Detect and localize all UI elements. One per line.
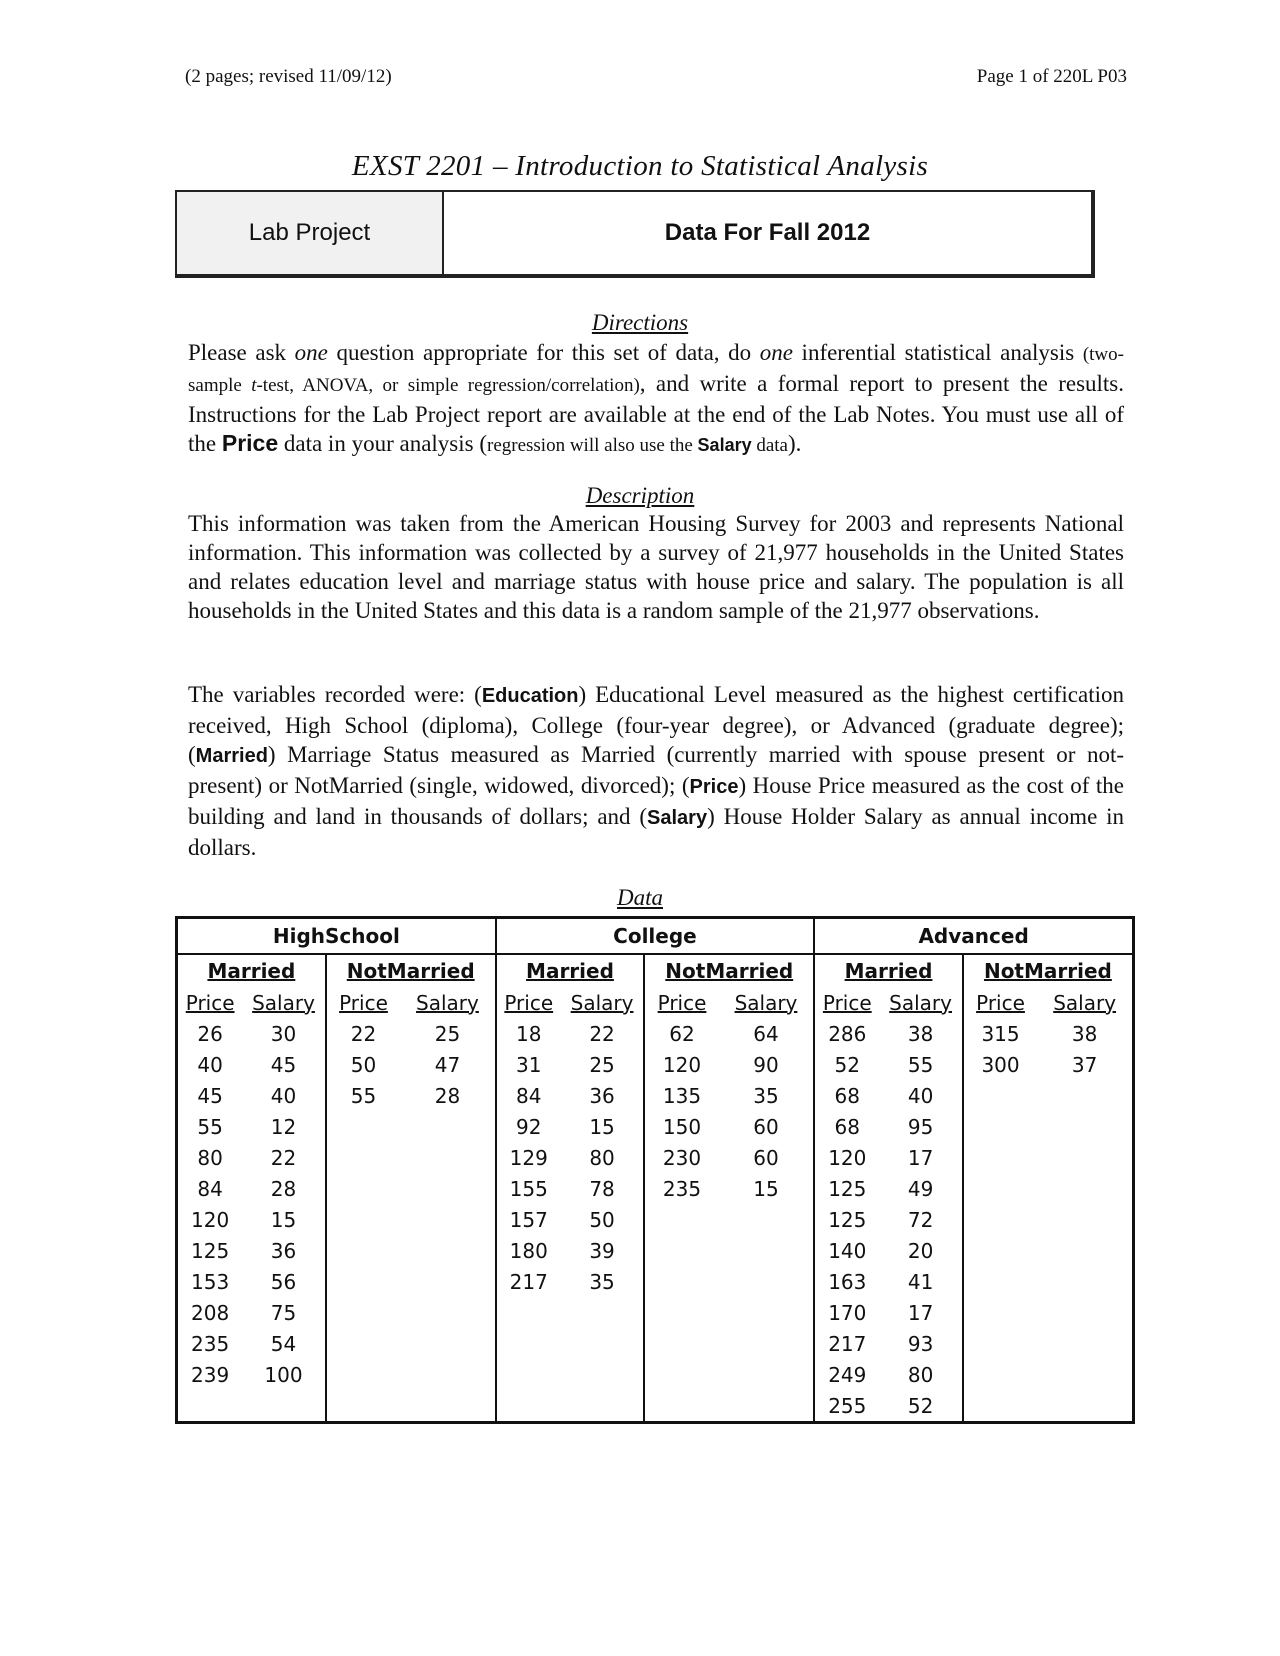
table-cell: 150 xyxy=(644,1111,718,1142)
table-row xyxy=(177,1359,1134,1390)
table-cell xyxy=(326,1266,400,1297)
table-cell: 50 xyxy=(589,1207,615,1232)
group-highschool: HighSchool xyxy=(177,918,496,955)
table-cell: 120 xyxy=(191,1207,230,1232)
table-cell: 140 xyxy=(814,1235,879,1266)
table-cell xyxy=(496,1328,561,1359)
column-header-price: Price xyxy=(496,987,561,1018)
table-cell: 28 xyxy=(434,1083,461,1108)
table-cell: 22 xyxy=(326,1018,400,1049)
table-cell: 155 xyxy=(496,1173,561,1204)
table-cell: 35 xyxy=(589,1269,615,1294)
table-cell xyxy=(400,1173,495,1204)
table-cell: 235 xyxy=(644,1173,718,1204)
table-cell xyxy=(719,1266,814,1297)
table-row xyxy=(177,1297,1134,1328)
table-cell xyxy=(644,1235,718,1266)
table-cell: 93 xyxy=(907,1331,934,1356)
table-cell: 286 xyxy=(814,1018,879,1049)
table-cell: 92 xyxy=(496,1111,561,1142)
table-cell: 315 xyxy=(963,1018,1037,1049)
table-row xyxy=(177,1142,1134,1173)
table-cell xyxy=(963,1359,1037,1390)
table-cell: 15 xyxy=(589,1114,615,1139)
column-header-salary: Salary xyxy=(734,990,798,1015)
table-cell: 120 xyxy=(644,1049,718,1080)
table-cell: 47 xyxy=(434,1052,461,1077)
column-header-price: Price xyxy=(185,990,235,1015)
header-revision: (2 pages; revised 11/09/12) xyxy=(185,66,392,87)
table-cell: 217 xyxy=(496,1266,561,1297)
table-cell xyxy=(963,1111,1037,1142)
table-cell xyxy=(561,1359,644,1390)
table-cell xyxy=(644,1359,718,1390)
table-cell xyxy=(400,1297,495,1328)
table-cell: 68 xyxy=(814,1111,879,1142)
data-table xyxy=(175,916,1135,1424)
table-cell: 78 xyxy=(589,1176,615,1201)
column-header-price: Price xyxy=(814,987,879,1018)
table-cell: 55 xyxy=(197,1114,223,1139)
table-cell xyxy=(326,1328,400,1359)
table-cell: 125 xyxy=(814,1204,879,1235)
table-cell: 56 xyxy=(270,1269,297,1294)
table-cell xyxy=(326,1359,400,1390)
table-cell: 52 xyxy=(907,1393,934,1418)
column-header-salary: Salary xyxy=(1053,990,1117,1015)
table-row xyxy=(177,1266,1134,1297)
table-cell xyxy=(644,1204,718,1235)
column-header-price: Price xyxy=(326,987,400,1018)
table-cell: 90 xyxy=(753,1052,779,1077)
table-cell: 80 xyxy=(589,1145,615,1170)
table-cell: 54 xyxy=(270,1331,297,1356)
table-cell xyxy=(326,1235,400,1266)
table-cell: 255 xyxy=(814,1390,879,1423)
table-row xyxy=(177,1018,1134,1049)
table-cell xyxy=(326,1111,400,1142)
table-row xyxy=(177,1080,1134,1111)
table-cell xyxy=(1037,1328,1133,1359)
table-cell xyxy=(400,1204,495,1235)
table-cell: 38 xyxy=(907,1021,934,1046)
group-advanced: Advanced xyxy=(814,918,1133,955)
table-cell xyxy=(561,1390,644,1423)
table-cell: 36 xyxy=(270,1238,297,1263)
table-cell: 38 xyxy=(1071,1021,1098,1046)
description-heading: Description xyxy=(585,483,695,508)
table-cell: 64 xyxy=(753,1021,779,1046)
subgroup-header: Married xyxy=(207,959,296,983)
table-cell xyxy=(400,1266,495,1297)
table-row xyxy=(177,1049,1134,1080)
table-cell xyxy=(326,1297,400,1328)
table-cell: 129 xyxy=(496,1142,561,1173)
table-cell xyxy=(644,1266,718,1297)
column-header-row xyxy=(177,987,1134,1018)
table-cell xyxy=(719,1297,814,1328)
header-page-number: Page 1 of 220L P03 xyxy=(976,66,1127,87)
table-cell: 50 xyxy=(326,1049,400,1080)
table-cell xyxy=(963,1173,1037,1204)
table-cell: 62 xyxy=(644,1018,718,1049)
banner-lab-project: Lab Project xyxy=(177,192,444,274)
table-cell: 22 xyxy=(270,1145,297,1170)
table-cell: 30 xyxy=(270,1021,297,1046)
table-cell xyxy=(963,1204,1037,1235)
table-cell xyxy=(963,1328,1037,1359)
table-cell: 55 xyxy=(907,1052,934,1077)
table-cell xyxy=(400,1111,495,1142)
subgroup-header: NotMarried xyxy=(644,954,814,987)
variables-paragraph: The variables recorded were: (Education) Educational Level measured as the highest certification received, High School (diploma), College (four-year degree), or Advanced (graduate degree); (Married) Marriage Status measured as Married (currently married with spouse present or not-present) or NotMarried (single, widowed, divorced); (Price) House Price measured as the cost of the building and land in thousands of dollars; and (Salary) House Holder Salary as annual income in dollars. xyxy=(188,682,1125,860)
table-cell xyxy=(1037,1173,1133,1204)
table-cell xyxy=(326,1173,400,1204)
table-cell xyxy=(400,1359,495,1390)
table-cell: 217 xyxy=(814,1328,879,1359)
table-cell xyxy=(496,1359,561,1390)
table-cell: 153 xyxy=(191,1269,230,1294)
description-paragraph: This information was taken from the American Housing Survey for 2003 and represents National information. This information was collected by a survey of 21,977 households in the United States and relates education level and marriage status with house price and salary. The population is all households in the United States and this data is a random sample of the 21,977 observations. xyxy=(188,511,1124,623)
table-cell: 120 xyxy=(814,1142,879,1173)
table-cell: 163 xyxy=(814,1266,879,1297)
table-cell: 84 xyxy=(197,1176,223,1201)
table-cell xyxy=(326,1204,400,1235)
table-cell: 235 xyxy=(191,1331,230,1356)
table-cell: 35 xyxy=(753,1083,779,1108)
table-cell xyxy=(1037,1235,1133,1266)
table-cell xyxy=(496,1297,561,1328)
table-cell: 208 xyxy=(191,1300,230,1325)
table-cell: 135 xyxy=(644,1080,718,1111)
table-cell xyxy=(326,1390,400,1423)
table-cell: 15 xyxy=(753,1176,779,1201)
table-cell xyxy=(963,1266,1037,1297)
table-cell xyxy=(719,1359,814,1390)
table-cell: 49 xyxy=(907,1176,934,1201)
table-cell: 125 xyxy=(814,1173,879,1204)
table-cell: 100 xyxy=(264,1362,303,1387)
table-cell: 28 xyxy=(270,1176,297,1201)
table-cell: 45 xyxy=(270,1052,297,1077)
table-cell: 125 xyxy=(191,1238,230,1263)
table-cell: 170 xyxy=(814,1297,879,1328)
table-row xyxy=(177,1173,1134,1204)
page-title: EXST 2201 – Introduction to Statistical Analysis xyxy=(351,150,929,182)
title-banner xyxy=(175,190,1095,278)
table-cell: 17 xyxy=(907,1300,934,1325)
table-cell xyxy=(963,1297,1037,1328)
table-cell: 22 xyxy=(589,1021,615,1046)
column-header-salary: Salary xyxy=(416,990,479,1015)
table-row xyxy=(177,1204,1134,1235)
table-cell: 20 xyxy=(907,1238,934,1263)
subgroup-header: Married xyxy=(814,954,963,987)
table-cell xyxy=(1037,1390,1133,1423)
table-row xyxy=(177,1111,1134,1142)
table-cell: 40 xyxy=(197,1052,223,1077)
table-cell: 60 xyxy=(753,1145,779,1170)
table-cell xyxy=(496,1390,561,1423)
table-cell: 31 xyxy=(496,1049,561,1080)
table-cell: 40 xyxy=(270,1083,297,1108)
column-header-price: Price xyxy=(963,987,1037,1018)
table-body xyxy=(177,1018,1134,1423)
table-cell xyxy=(400,1142,495,1173)
table-cell xyxy=(561,1328,644,1359)
table-cell: 72 xyxy=(907,1207,934,1232)
table-cell xyxy=(1037,1266,1133,1297)
table-cell xyxy=(400,1235,495,1266)
table-cell: 157 xyxy=(496,1204,561,1235)
table-cell: 55 xyxy=(326,1080,400,1111)
table-cell: 230 xyxy=(644,1142,718,1173)
table-cell xyxy=(644,1390,718,1423)
directions-heading: Directions xyxy=(591,310,689,335)
table-row xyxy=(177,1390,1134,1423)
table-cell: 60 xyxy=(753,1114,779,1139)
table-cell xyxy=(1037,1297,1133,1328)
table-cell xyxy=(1037,1204,1133,1235)
table-cell: 15 xyxy=(270,1207,297,1232)
table-cell: 17 xyxy=(907,1145,934,1170)
table-cell xyxy=(561,1297,644,1328)
table-cell: 25 xyxy=(434,1021,461,1046)
column-header-price: Price xyxy=(644,987,718,1018)
table-cell xyxy=(1037,1359,1133,1390)
table-cell: 249 xyxy=(814,1359,879,1390)
table-cell: 18 xyxy=(496,1018,561,1049)
table-cell xyxy=(963,1080,1037,1111)
table-cell xyxy=(963,1390,1037,1423)
table-cell xyxy=(963,1142,1037,1173)
table-cell xyxy=(177,1390,243,1423)
table-cell xyxy=(1037,1111,1133,1142)
table-cell xyxy=(400,1390,495,1423)
table-cell: 45 xyxy=(197,1083,223,1108)
table-cell: 39 xyxy=(589,1238,615,1263)
table-cell xyxy=(242,1390,325,1423)
table-cell: 41 xyxy=(907,1269,934,1294)
banner-data-label: Data For Fall 2012 xyxy=(664,219,871,246)
subgroup-header: Married xyxy=(496,954,645,987)
table-cell xyxy=(719,1235,814,1266)
directions-paragraph: Please ask one question appropriate for this set of data, do one inferential statistical analysis (two-sample t-test, ANOVA, or simple regression/correlation), and write a formal report to present the results. Instructions for the Lab Project report are available at the end of the Lab Notes. You must use all of the Price data in your analysis (regression will also use the Salary data). xyxy=(188,340,1125,456)
table-cell xyxy=(644,1297,718,1328)
data-heading: Data xyxy=(617,885,663,910)
table-cell: 68 xyxy=(814,1080,879,1111)
group-header-row xyxy=(177,918,1134,955)
table-cell: 52 xyxy=(814,1049,879,1080)
table-cell xyxy=(644,1328,718,1359)
column-header-salary: Salary xyxy=(889,990,952,1015)
table-cell: 300 xyxy=(963,1049,1037,1080)
table-cell: 12 xyxy=(270,1114,297,1139)
column-header-salary: Salary xyxy=(570,990,634,1015)
table-cell: 80 xyxy=(197,1145,223,1170)
subgroup-header: NotMarried xyxy=(326,954,496,987)
table-row xyxy=(177,1235,1134,1266)
table-cell xyxy=(719,1204,814,1235)
column-header-salary: Salary xyxy=(252,990,315,1015)
group-college: College xyxy=(496,918,815,955)
subgroup-header-row xyxy=(177,954,1134,987)
table-cell xyxy=(326,1142,400,1173)
subgroup-header: NotMarried xyxy=(963,954,1134,987)
table-cell: 80 xyxy=(907,1362,934,1387)
table-cell: 26 xyxy=(197,1021,223,1046)
table-cell xyxy=(719,1390,814,1423)
table-cell: 84 xyxy=(496,1080,561,1111)
table-cell xyxy=(719,1328,814,1359)
table-row xyxy=(177,1328,1134,1359)
table-cell xyxy=(1037,1142,1133,1173)
table-cell: 36 xyxy=(589,1083,615,1108)
table-cell: 95 xyxy=(907,1114,934,1139)
table-cell: 75 xyxy=(270,1300,297,1325)
table-cell xyxy=(1037,1080,1133,1111)
table-cell: 25 xyxy=(589,1052,615,1077)
table-cell: 239 xyxy=(191,1362,230,1387)
table-cell: 37 xyxy=(1071,1052,1098,1077)
table-cell: 40 xyxy=(907,1083,934,1108)
table-cell xyxy=(400,1328,495,1359)
table-cell xyxy=(963,1235,1037,1266)
table-cell: 180 xyxy=(496,1235,561,1266)
